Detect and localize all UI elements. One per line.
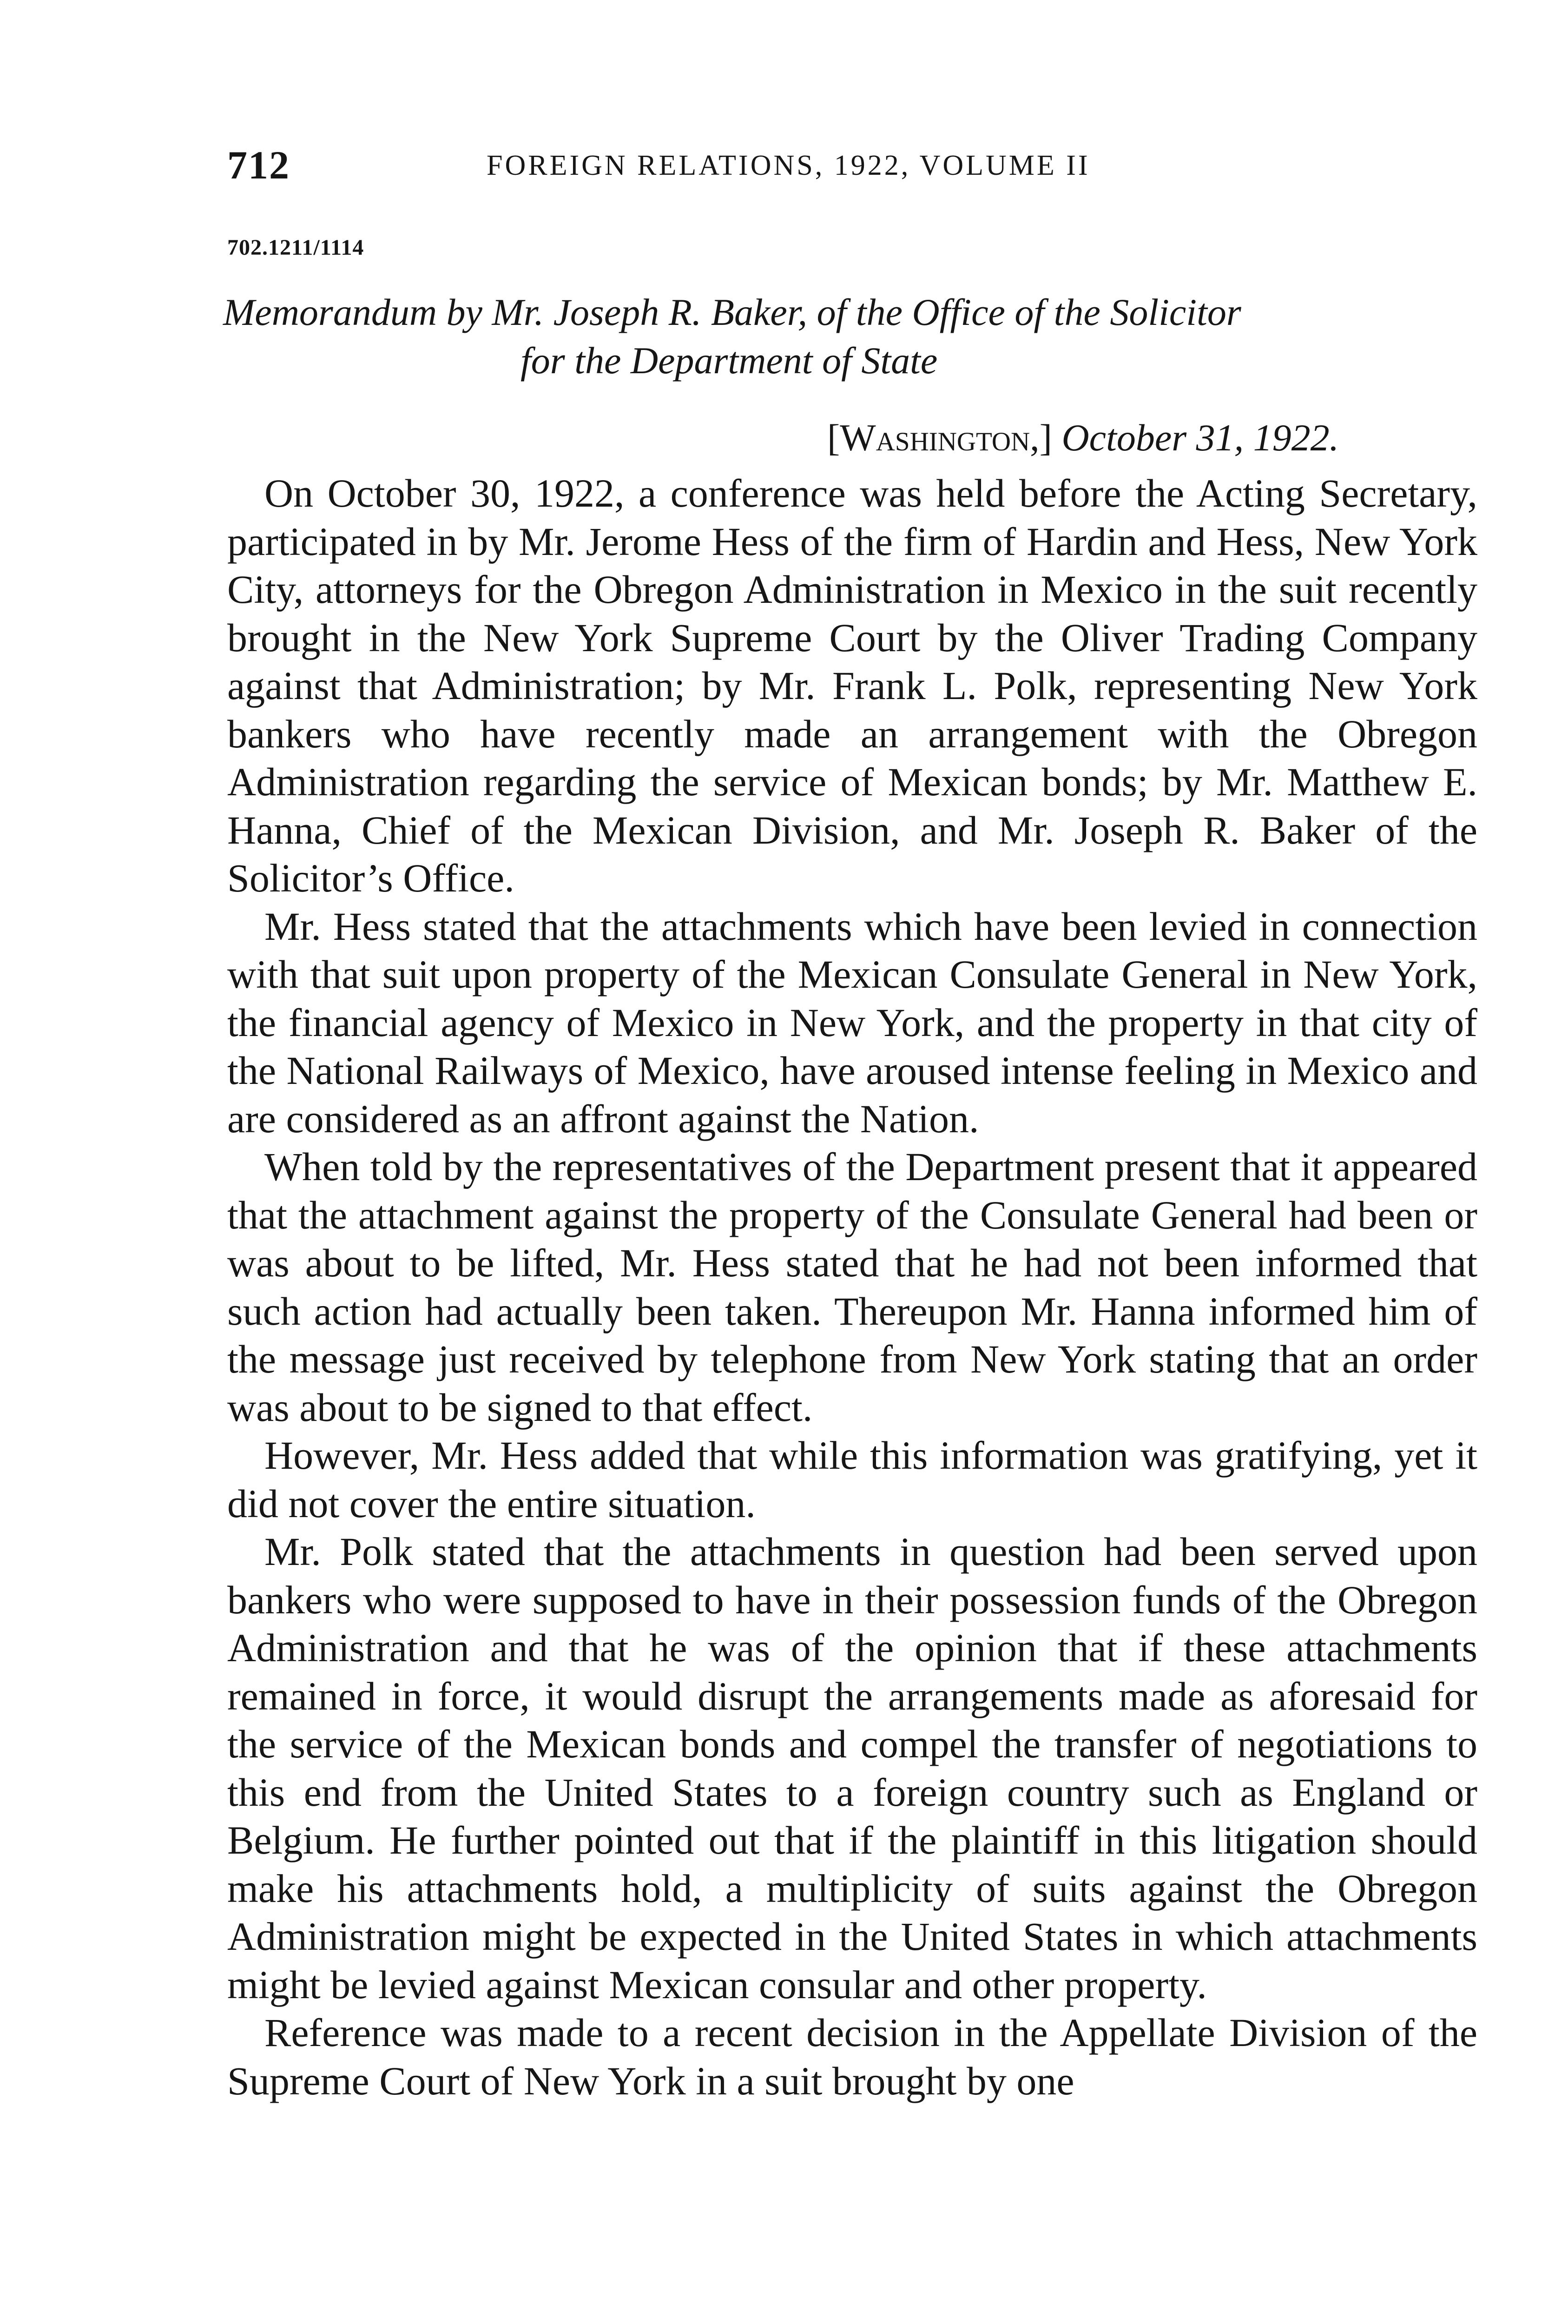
paragraph-5: Mr. Polk stated that the attachments in question had been served upon bankers who were supposed to have in their possession funds of the Obregon Administration and that he was of the opinion that if these attachments remained in force, it would disrupt the arrangements made as aforesaid for the service of the Mexican bonds and compel the transfer of negotiations to this end from the United States to a foreign country such as England or Belgium. He further pointed out that if the plaintiff in this litigation should make his attachments hold, a multiplicity of suits against the Obregon Administration might be expected in the United States in which attachments might be levied against Mexican consular and other property. xyxy=(227,1529,1477,2007)
running-head-title: FOREIGN RELATIONS, 1922, VOLUME II xyxy=(487,150,1090,181)
running-head xyxy=(227,142,1473,193)
dateline-place: [Washington,] xyxy=(827,416,1052,459)
paragraph-3: When told by the representatives of the Department present that it appeared that the attachment against the property of the Consulate General had been or was about to be lifted, Mr. Hess stated that he had not been informed that such action had actually been taken. Thereupon Mr. Hanna informed him of the message just received by telephone from New York stating that an order was about to be signed to that effect. xyxy=(227,1144,1477,1430)
document-title-line-1: Memorandum by Mr. Joseph R. Baker, of the Office of the Solicitor xyxy=(223,291,1241,333)
paragraph-4: However, Mr. Hess added that while this information was gratifying, yet it did not cover the entire situation. xyxy=(227,1433,1477,1526)
document-title-line-2: for the Department of State xyxy=(520,339,938,382)
body-text xyxy=(227,469,1477,2105)
paragraph-2: Mr. Hess stated that the attachments which have been levied in connection with that suit upon property of the Mexican Consulate General in New York, the financial agency of Mexico in New York, and the property in that city of the National Railways of Mexico, have aroused intense feeling in Mexico and are considered as an affront against the Nation. xyxy=(227,904,1477,1141)
page-number: 712 xyxy=(227,143,290,187)
dateline xyxy=(827,416,1339,460)
paragraph-6: Reference was made to a recent decision in the Appellate Division of the Supreme Court of New York in a suit brought by one xyxy=(227,2010,1477,2103)
file-number: 702.1211/1114 xyxy=(227,235,364,260)
paragraph-1: On October 30, 1922, a conference was held before the Acting Secretary, participated in by Mr. Jerome Hess of the firm of Hardin and Hess, New York City, attorneys for the Obregon Administration in Mexico in the suit recently brought in the New York Supreme Court by the Oliver Trading Company against that Administration; by Mr. Frank L. Polk, representing New York bankers who have recently made an arrangement with the Obregon Administration regarding the service of Mexican bonds; by Mr. Matthew E. Hanna, Chief of the Mexican Division, and Mr. Joseph R. Baker of the Solicitor’s Office. xyxy=(227,471,1477,900)
document-title xyxy=(223,288,1478,385)
dateline-date: October 31, 1922. xyxy=(1061,416,1339,459)
